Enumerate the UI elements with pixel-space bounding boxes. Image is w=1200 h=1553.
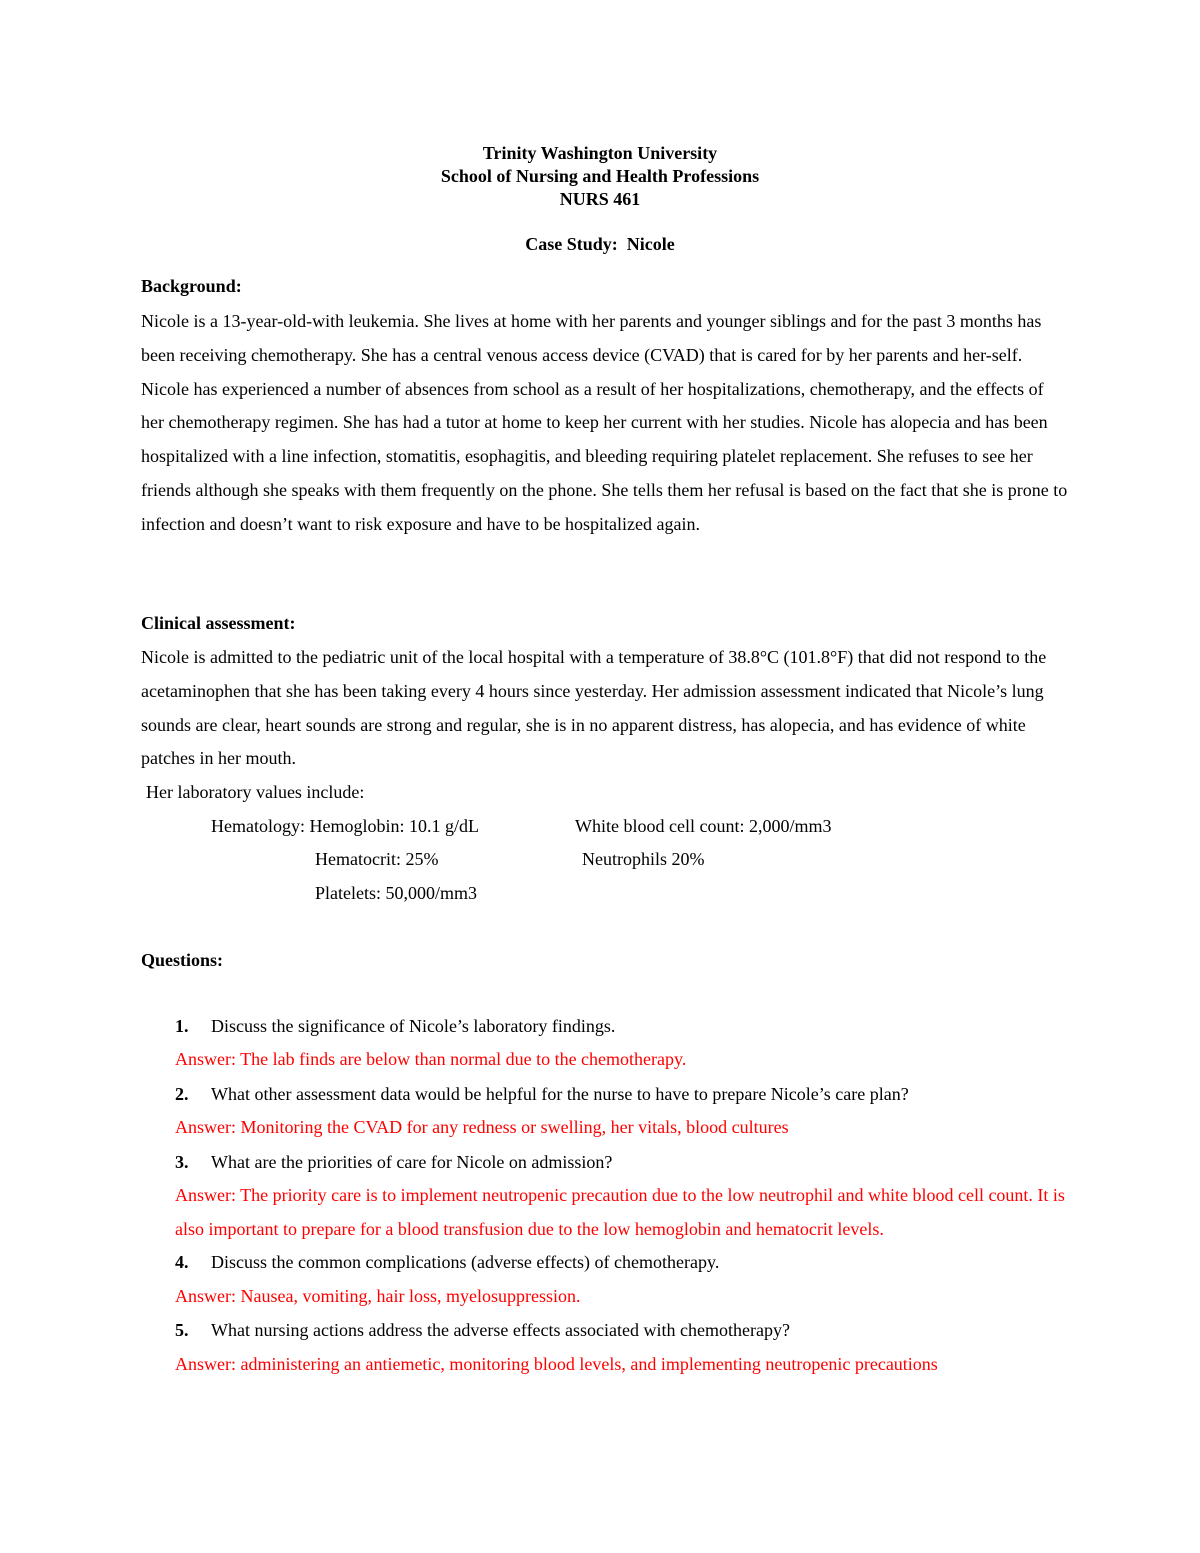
lab-wbc-count: White blood cell count: 2,000/mm3: [575, 816, 832, 836]
question-item-3: [175, 1152, 1095, 1173]
questions-heading: Questions:: [141, 950, 224, 970]
school-name: School of Nursing and Health Professions: [440, 166, 760, 186]
course-code: NURS 461: [559, 189, 641, 209]
question-text: Discuss the significance of Nicole’s laboratory findings.: [211, 1016, 616, 1036]
lab-hematocrit: Hematocrit: 25%: [315, 849, 439, 869]
lab-neutrophils: Neutrophils 20%: [582, 849, 705, 869]
question-number: 5.: [175, 1320, 189, 1340]
question-item-4: [175, 1252, 1095, 1273]
question-item-1: [175, 1016, 1095, 1037]
case-study-title: Case Study: Nicole: [525, 234, 675, 254]
background-heading: Background:: [141, 276, 242, 296]
question-text: What other assessment data would be helpful for the nurse to have to prepare Nicole’s care plan?: [211, 1084, 909, 1104]
question-text: What are the priorities of care for Nicole on admission?: [211, 1152, 613, 1172]
question-item-2: [175, 1084, 1095, 1105]
question-text: What nursing actions address the adverse effects associated with chemotherapy?: [211, 1320, 790, 1340]
question-number: 3.: [175, 1152, 189, 1172]
question-number: 4.: [175, 1252, 189, 1272]
answer-3: Answer: The priority care is to implement neutropenic precaution due to the low neutrophil and white blood cell count. It is also important to prepare for a blood transfusion due to the low hemoglobin and hematocrit levels.: [175, 1185, 1065, 1239]
university-name: Trinity Washington University: [482, 143, 718, 163]
question-number: 1.: [175, 1016, 189, 1036]
lab-hematology-hemoglobin: Hematology: Hemoglobin: 10.1 g/dL: [211, 816, 479, 836]
answer-1: Answer: The lab finds are below than normal due to the chemotherapy.: [175, 1049, 687, 1069]
clinical-assessment-paragraph: Nicole is admitted to the pediatric unit of the local hospital with a temperature of 38.8°C (101.8°F) that did not respond to the acetaminophen that she has been taking every 4 hours since yesterday. Her admission assessment indicated that Nicole’s lung sounds are clear, heart sounds are strong and regular, she is in no apparent distress, has alopecia, and has evidence of white patches in her mouth.: [141, 647, 1047, 769]
question-item-5: [175, 1320, 1095, 1341]
lab-platelets: Platelets: 50,000/mm3: [315, 883, 477, 903]
answer-5: Answer: administering an antiemetic, monitoring blood levels, and implementing neutropenic precautions: [175, 1354, 938, 1374]
clinical-assessment-heading: Clinical assessment:: [141, 613, 296, 633]
document-header: [0, 142, 1200, 256]
question-text: Discuss the common complications (adverse effects) of chemotherapy.: [211, 1252, 720, 1272]
lab-values-intro: Her laboratory values include:: [146, 782, 365, 802]
question-number: 2.: [175, 1084, 189, 1104]
background-paragraph: Nicole is a 13-year-old-with leukemia. She lives at home with her parents and younger siblings and for the past 3 months has been receiving chemotherapy. She has a central venous access device (CVAD) that is cared for by her parents and her-self. Nicole has experienced a number of absences from school as a result of her hospitalizations, chemotherapy, and the effects of her chemotherapy regimen. She has had a tutor at home to keep her current with her studies. Nicole has alopecia and has been hospitalized with a line infection, stomatitis, esophagitis, and bleeding requiring platelet replacement. She refuses to see her friends although she speaks with them frequently on the phone. She tells them her refusal is based on the fact that she is prone to infection and doesn’t want to risk exposure and have to be hospitalized again.: [141, 311, 1068, 534]
answer-4: Answer: Nausea, vomiting, hair loss, myelosuppression.: [175, 1286, 581, 1306]
answer-2: Answer: Monitoring the CVAD for any redness or swelling, her vitals, blood cultures: [175, 1117, 789, 1137]
